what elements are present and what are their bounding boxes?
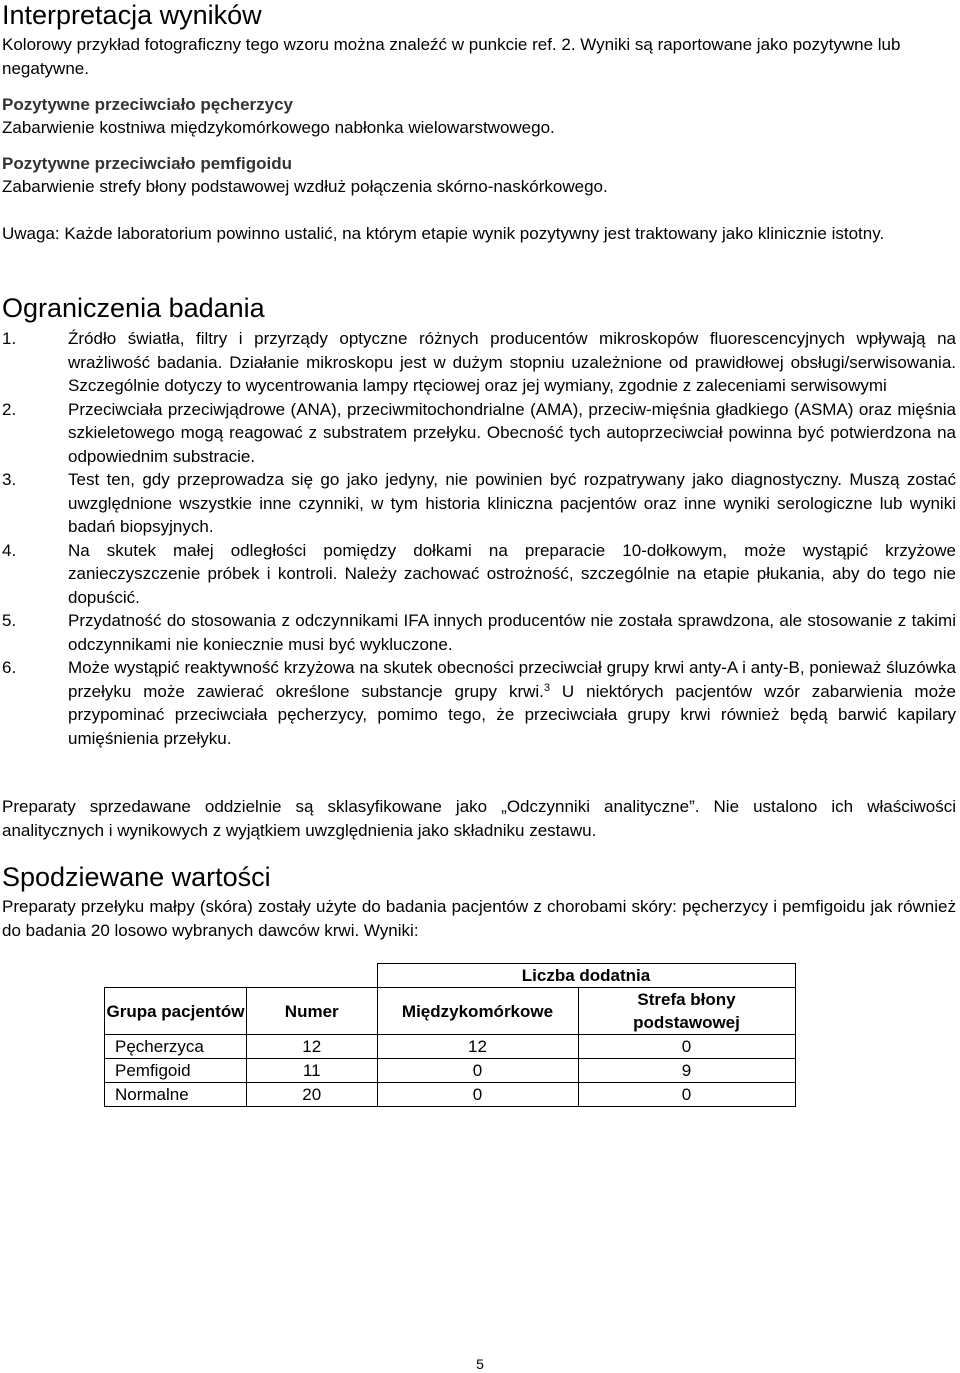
- list-item-number: 4.: [2, 540, 17, 560]
- list-item-text: Test ten, gdy przeprowadza się go jako jedyny, nie powinien być rozpatrywany jako diagnostyczny. Muszą zostać uwzględnione wszystkie inne czynniki, w tym historia kliniczna pacjentów oraz inne wyniki serologiczne lub wyniki badań biopsyjnych.: [68, 470, 956, 536]
- interpretation-note: Uwaga: Każde laboratorium powinno ustalić, na którym etapie wynik pozytywny jest traktowany jako klinicznie istotny.: [2, 224, 885, 243]
- table-row: [105, 1059, 796, 1083]
- list-item-number: 1.: [2, 329, 17, 348]
- interpretation-intro: Kolorowy przykład fotograficzny tego wzoru można znaleźć w punkcie ref. 2. Wyniki są raportowane jako pozytywne lub negatywne.: [2, 35, 901, 78]
- expected-intro: Preparaty przełyku małpy (skóra) zostały użyte do badania pacjentów z chorobami skóry: pęcherzycy i pemfigoidu jak również do badania 20 losowo wybranych dawców krwi. Wyniki:: [2, 897, 956, 940]
- pemphigoid-text: Zabarwienie strefy błony podstawowej wzdłuż połączenia skórno-naskórkowego.: [2, 177, 608, 196]
- table-cell: 0: [578, 1035, 795, 1059]
- list-item: [2, 656, 956, 750]
- list-item-text: Może wystąpić reaktywność krzyżowa na skutek obecności przeciwciał grupy krwi anty-A i anty-B, ponieważ śluzówka przełyku może zawierać określone substancje grupy krwi.: [68, 658, 956, 701]
- table-header: Grupa pacjentów: [105, 988, 247, 1035]
- pemphigoid-heading: Pozytywne przeciwciało pemfigoidu: [2, 154, 292, 173]
- interpretation-title: Interpretacja wyników: [2, 0, 262, 30]
- list-item: [2, 468, 956, 539]
- table-header: Międzykomórkowe: [377, 988, 578, 1035]
- list-item-text-continued: U niektórych pacjentów wzór zabarwienia może przypominać przeciwciała pęcherzycy, pomimo tego, że przeciwciała grupy krwi również będą barwić kapilary umięśnienia przełyku.: [68, 681, 956, 748]
- table-cell: 11: [246, 1059, 377, 1083]
- pemphigus-text: Zabarwienie kostniwa międzykomórkowego nabłonka wielowarstwowego.: [2, 118, 555, 137]
- list-item: [2, 327, 956, 398]
- table-row: [105, 1083, 796, 1107]
- list-item: [2, 539, 956, 610]
- list-item-number: 6.: [2, 658, 17, 677]
- list-item-number: 2.: [2, 399, 17, 419]
- list-item-number: 5.: [2, 611, 17, 630]
- list-item: [2, 398, 956, 469]
- table-cell: 12: [377, 1035, 578, 1059]
- list-item-number: 3.: [2, 470, 17, 489]
- list-item-text: Na skutek małej odległości pomiędzy dołkami na preparacie 10-dołkowym, może wystąpić krzyżowe zanieczyszczenie próbek i kontroli. Należy zachować ostrożność, szczególnie na etapie płukania, aby do tego nie dopuścić.: [68, 540, 956, 607]
- table-cell: 20: [246, 1083, 377, 1107]
- page-number: 5: [476, 1356, 484, 1372]
- list-item-text: Przydatność do stosowania z odczynnikami IFA innych producentów nie została sprawdzona, ale stosowanie z takimi odczynnikami nie koniecznie musi być wykluczone.: [68, 611, 956, 654]
- table-header: Numer: [246, 988, 377, 1035]
- table-cell: 12: [246, 1035, 377, 1059]
- table-group-header: Liczba dodatnia: [377, 964, 795, 988]
- limitations-list: [2, 327, 956, 750]
- table-cell: Pęcherzyca: [105, 1035, 247, 1059]
- table-row: [105, 964, 796, 988]
- table-cell: 0: [578, 1083, 795, 1107]
- table-header: Strefa błony podstawowej: [578, 988, 795, 1035]
- table-cell: Pemfigoid: [105, 1059, 247, 1083]
- table-cell: 0: [377, 1083, 578, 1107]
- expected-title: Spodziewane wartości: [2, 862, 271, 892]
- list-item-text: Źródło światła, filtry i przyrządy optyczne różnych producentów mikroskopów fluorescencyjnych wpływają na wrażliwość badania. Działanie mikroskopu jest w dużym stopniu uzależnione od prawidłowej obsługi/serwisowania. Szczególnie dotyczy to wycentrowania lampy rtęciowej oraz jej wymiany, zgodnie z zaleceniami serwisowymi: [68, 329, 956, 395]
- table-cell: Normalne: [105, 1083, 247, 1107]
- table-row: [105, 988, 796, 1035]
- table-cell: 0: [377, 1059, 578, 1083]
- table-cell: 9: [578, 1059, 795, 1083]
- table-row: [105, 1035, 796, 1059]
- list-item: [2, 609, 956, 656]
- pemphigus-heading: Pozytywne przeciwciało pęcherzycy: [2, 95, 294, 114]
- results-table: [104, 963, 796, 1107]
- reference-superscript: 3: [543, 681, 551, 694]
- list-item-text: Przeciwciała przeciwjądrowe (ANA), przeciwmitochondrialne (AMA), przeciw-mięśnia gładkiego (ASMA) oraz mięśnia szkieletowego mogą reagować z substratem przełyku. Obecność tych autoprzeciwciał powinna być potwierdzona na odpowiednim substracie.: [68, 399, 956, 466]
- limitations-title: Ograniczenia badania: [2, 293, 265, 323]
- reagents-note: Preparaty sprzedawane oddzielnie są sklasyfikowane jako „Odczynniki analityczne”. Nie ustalono ich właściwości analitycznych i wynikowych z wyjątkiem uwzględnienia jako składniku zestawu.: [2, 797, 956, 840]
